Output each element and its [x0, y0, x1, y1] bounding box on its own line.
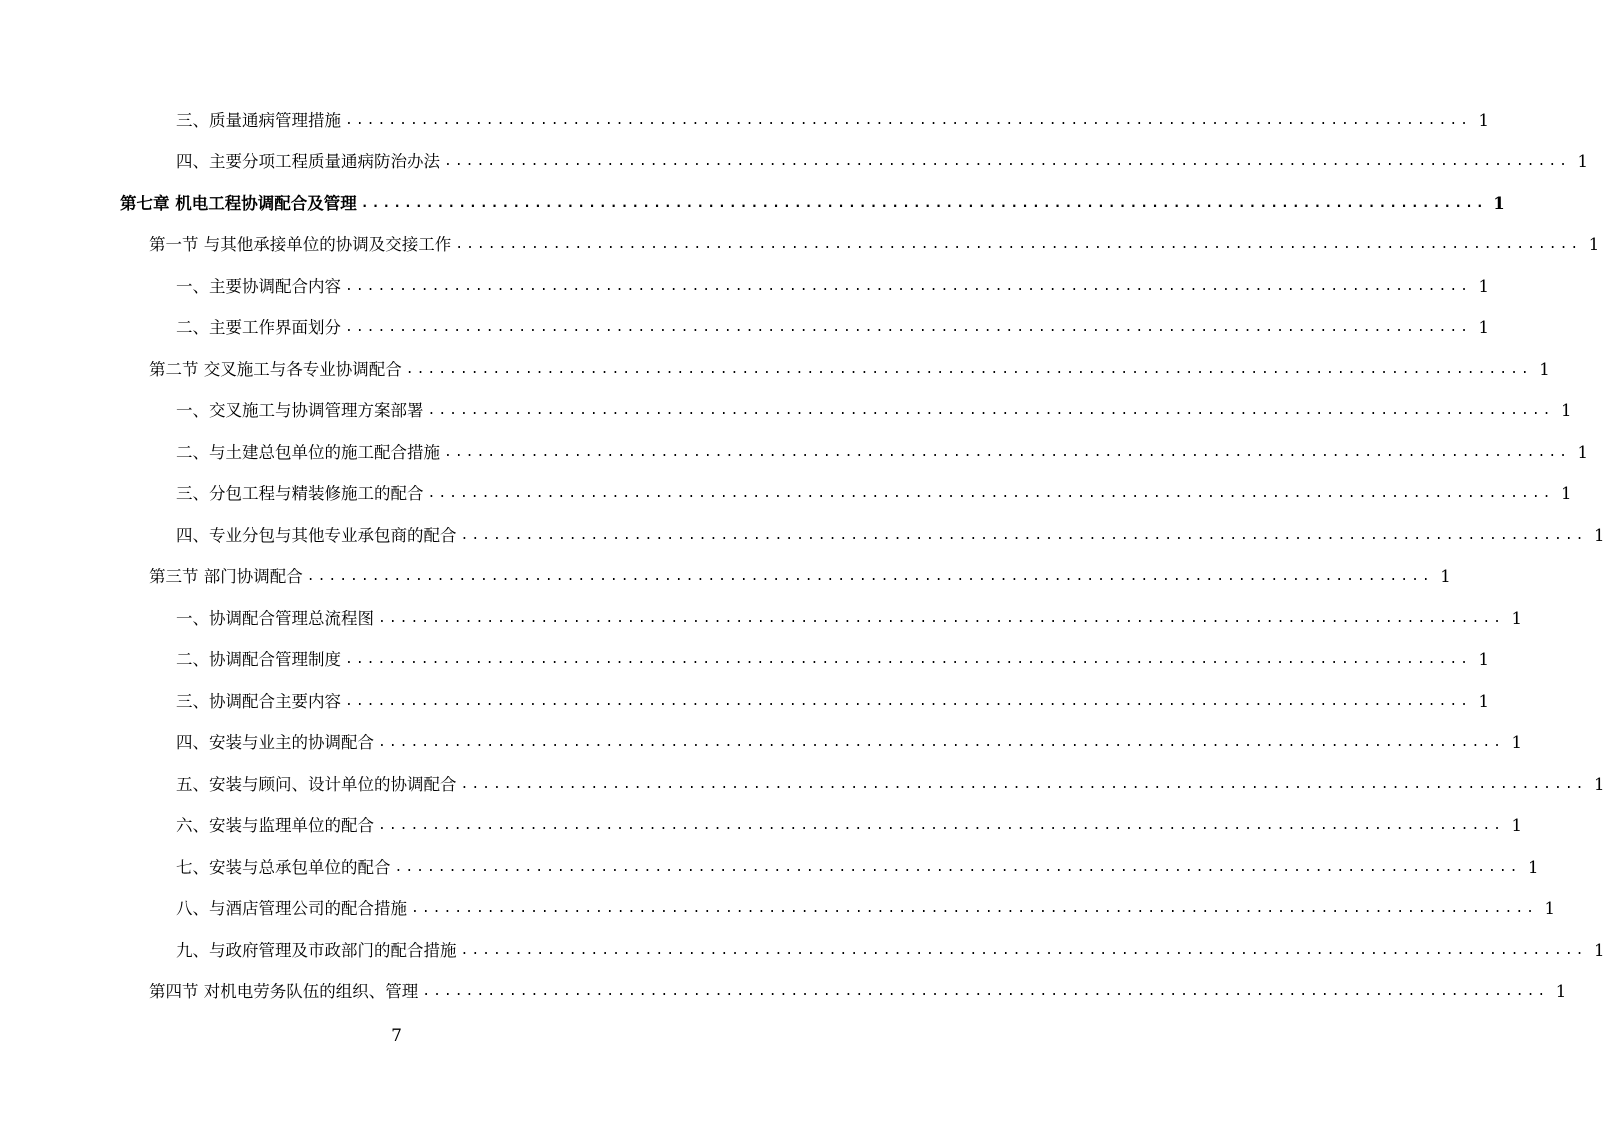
- toc-entry-chapter[interactable]: [120, 185, 1505, 215]
- toc-entry-page: 1: [1593, 526, 1604, 545]
- toc-dot-leader: ........................................................................................................: [444, 154, 1570, 169]
- toc-entry-page: 1: [1555, 982, 1567, 1001]
- toc-entry[interactable]: [176, 102, 1489, 132]
- toc-dot-leader: ........................................................................................................: [345, 113, 1471, 128]
- toc-entry[interactable]: [176, 932, 1604, 962]
- toc-entry-page: 1: [1593, 941, 1604, 960]
- toc-entry-page: 1: [1588, 235, 1600, 254]
- toc-entry-section[interactable]: [149, 558, 1451, 588]
- toc-entry-title: 三、分包工程与精装修施工的配合: [176, 484, 424, 503]
- toc-entry[interactable]: [176, 434, 1588, 464]
- toc-entry-section[interactable]: [149, 973, 1567, 1003]
- toc-entry[interactable]: [176, 143, 1588, 173]
- toc-entry[interactable]: [176, 641, 1489, 671]
- toc-entry-title: 一、主要协调配合内容: [176, 277, 341, 296]
- toc-entry[interactable]: [176, 600, 1522, 630]
- toc-dot-leader: ........................................................................................................: [427, 486, 1554, 501]
- toc-entry-title: 三、协调配合主要内容: [176, 692, 341, 711]
- toc-entry-title: 二、主要工作界面划分: [176, 318, 341, 337]
- toc-entry[interactable]: [176, 475, 1572, 505]
- toc-entry-page: 1: [1493, 194, 1505, 213]
- toc-dot-leader: ........................................................................................................: [360, 196, 1487, 211]
- toc-entry-page: 1: [1544, 899, 1555, 918]
- toc-entry-page: 1: [1511, 609, 1522, 628]
- toc-dot-leader: ........................................................................................................: [345, 320, 1471, 335]
- toc-dot-leader: ........................................................................................................: [378, 735, 1504, 750]
- toc-dot-leader: ........................................................................................................: [405, 362, 1532, 377]
- page-number: 7: [391, 1026, 402, 1046]
- toc-dot-leader: ........................................................................................................: [455, 237, 1582, 252]
- toc-entry-page: 1: [1478, 111, 1489, 130]
- toc-entry-title: 五、安装与顾问、设计单位的协调配合: [176, 775, 457, 794]
- toc-entry-title: 一、协调配合管理总流程图: [176, 609, 374, 628]
- toc-entry-title: 九、与政府管理及市政部门的配合措施: [176, 941, 457, 960]
- toc-entry[interactable]: [176, 683, 1489, 713]
- toc-entry-page: 1: [1478, 692, 1489, 711]
- toc-entry-page: 1: [1478, 318, 1489, 337]
- toc-entry-title: 四、专业分包与其他专业承包商的配合: [176, 526, 457, 545]
- toc-entry-page: 1: [1511, 733, 1522, 752]
- toc-entry-page: 1: [1440, 567, 1451, 586]
- toc-entry[interactable]: [176, 517, 1604, 547]
- toc-entry-title: 八、与酒店管理公司的配合措施: [176, 899, 407, 918]
- toc-entry-title: 一、交叉施工与协调管理方案部署: [176, 401, 424, 420]
- toc-entry[interactable]: [176, 724, 1522, 754]
- toc-dot-leader: ........................................................................................................: [306, 569, 1433, 584]
- toc-entry-title: 四、主要分项工程质量通病防治办法: [176, 152, 440, 171]
- toc-entry-title: 四、安装与业主的协调配合: [176, 733, 374, 752]
- toc-dot-leader: ........................................................................................................: [422, 984, 1549, 999]
- toc-entry-page: 1: [1593, 775, 1604, 794]
- toc-entry-title: 第二节 交叉施工与各专业协调配合: [149, 360, 402, 379]
- toc-dot-leader: ........................................................................................................: [460, 943, 1587, 958]
- toc-entry-title: 第一节 与其他承接单位的协调及交接工作: [149, 235, 452, 254]
- toc-dot-leader: ........................................................................................................: [378, 611, 1504, 626]
- toc-dot-leader: ........................................................................................................: [460, 528, 1587, 543]
- toc-dot-leader: ........................................................................................................: [394, 860, 1521, 875]
- toc-entry-title: 第七章 机电工程协调配合及管理: [120, 194, 357, 213]
- toc-dot-leader: ........................................................................................................: [345, 652, 1471, 667]
- toc-entry[interactable]: [176, 392, 1572, 422]
- toc-dot-leader: ........................................................................................................: [345, 694, 1471, 709]
- toc-entry-section[interactable]: [149, 351, 1550, 381]
- toc-entry-page: 1: [1478, 650, 1489, 669]
- toc-entry-title: 第四节 对机电劳务队伍的组织、管理: [149, 982, 419, 1001]
- toc-entry-title: 二、与土建总包单位的施工配合措施: [176, 443, 440, 462]
- toc-dot-leader: ........................................................................................................: [427, 403, 1554, 418]
- toc-entry-page: 1: [1527, 858, 1539, 877]
- toc-dot-leader: ........................................................................................................: [378, 818, 1504, 833]
- toc-entry-page: 1: [1560, 484, 1572, 503]
- toc-entry-page: 1: [1478, 277, 1489, 296]
- toc-dot-leader: ........................................................................................................: [345, 279, 1471, 294]
- toc-entry-title: 第三节 部门协调配合: [149, 567, 303, 586]
- toc-entry-section[interactable]: [149, 226, 1600, 256]
- toc-entry[interactable]: [176, 766, 1604, 796]
- toc-entry-title: 六、安装与监理单位的配合: [176, 816, 374, 835]
- toc-entry[interactable]: [176, 807, 1522, 837]
- toc-entry-title: 二、协调配合管理制度: [176, 650, 341, 669]
- toc-entry-title: 三、质量通病管理措施: [176, 111, 341, 130]
- toc-dot-leader: ........................................................................................................: [444, 445, 1570, 460]
- toc-dot-leader: ........................................................................................................: [411, 901, 1537, 916]
- toc-entry-page: 1: [1511, 816, 1522, 835]
- toc-entry[interactable]: [176, 268, 1489, 298]
- toc-entry[interactable]: [176, 849, 1539, 879]
- toc-entry-page: 1: [1560, 401, 1572, 420]
- toc-entry[interactable]: [176, 890, 1555, 920]
- toc-entry[interactable]: [176, 309, 1489, 339]
- toc-entry-page: 1: [1577, 443, 1588, 462]
- toc-entry-page: 1: [1539, 360, 1550, 379]
- toc-entry-page: 1: [1577, 152, 1588, 171]
- toc-entry-title: 七、安装与总承包单位的配合: [176, 858, 391, 877]
- toc-dot-leader: ........................................................................................................: [460, 777, 1587, 792]
